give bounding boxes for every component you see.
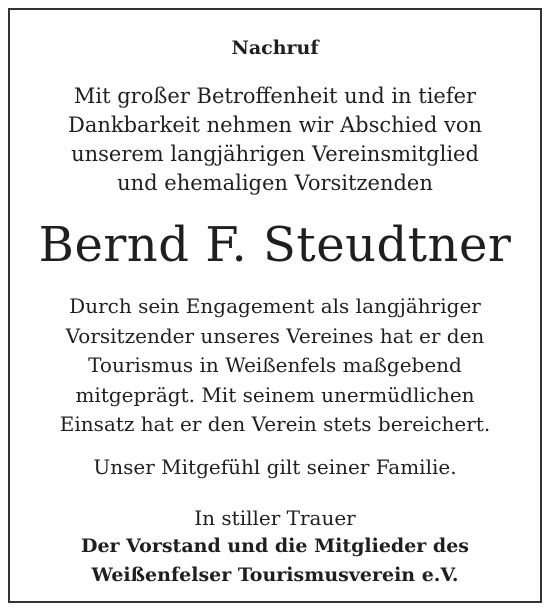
- intro-line: Dankbarkeit nehmen wir Abschied von: [68, 113, 482, 137]
- tribute-line: Tourismus in Weißenfels maßgebend: [88, 353, 462, 377]
- intro-line: unserem langjährigen Vereinsmitglied: [71, 142, 479, 166]
- signature-line: Der Vorstand und die Mitglieder des: [80, 535, 469, 557]
- signature-block: [10, 532, 540, 590]
- intro-line: Mit großer Betroffenheit und in tiefer: [73, 84, 477, 108]
- tribute-paragraph: [10, 292, 540, 440]
- intro-line: und ehemaligen Vorsitzenden: [117, 171, 433, 195]
- closing-phrase: In stiller Trauer: [194, 506, 356, 530]
- obituary-content: [10, 10, 540, 601]
- obituary-frame: [8, 8, 542, 603]
- intro-paragraph: [10, 82, 540, 198]
- obituary-heading: Nachruf: [231, 37, 319, 59]
- tribute-line: Durch sein Engagement als langjähriger: [69, 294, 481, 318]
- sympathy-line: Unser Mitgefühl gilt seiner Familie.: [93, 455, 457, 479]
- deceased-name: Bernd F. Steudtner: [38, 217, 512, 273]
- tribute-line: Einsatz hat er den Verein stets bereichert.: [59, 412, 491, 436]
- signature-line: Weißenfelser Tourismusverein e.V.: [91, 564, 459, 586]
- tribute-line: mitgeprägt. Mit seinem unermüdlichen: [75, 382, 475, 407]
- tribute-line: Vorsitzender unseres Vereines hat er den: [65, 323, 485, 348]
